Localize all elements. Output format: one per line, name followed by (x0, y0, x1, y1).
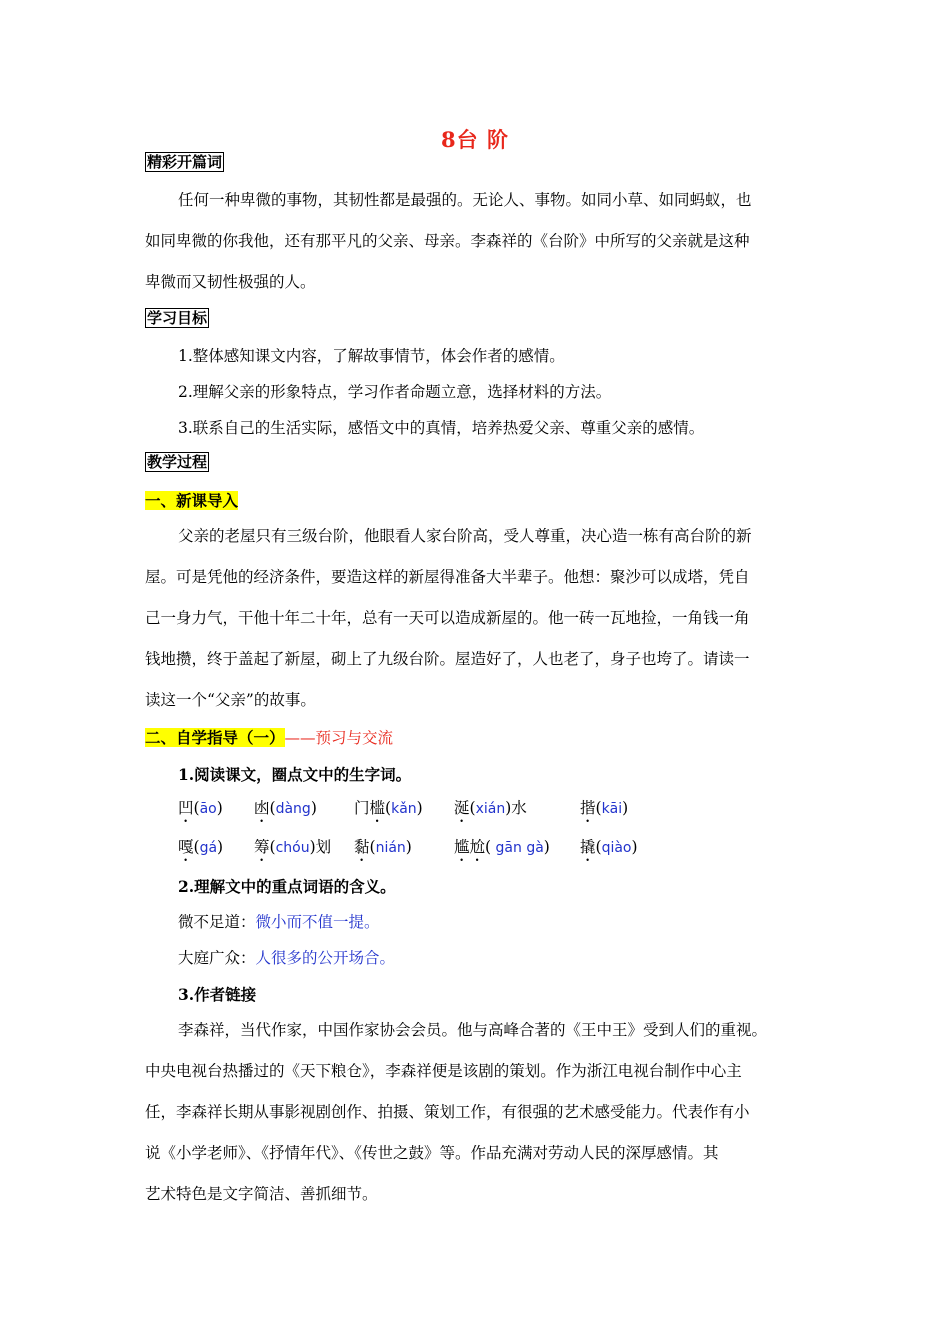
vocab-instruction: 1.阅读课文，圈点文中的生字词。 (178, 765, 412, 784)
author-line: 说《小学老师》、《抒情年代》、《传世之鼓》等。作品充满对劳动人民的深厚感情。其 (145, 1144, 719, 1162)
term-meaning: 微小而不值一提。 (255, 913, 380, 931)
vocab-entry: 撬(qiào) (580, 838, 638, 856)
part1-line: 读这一个“父亲”的故事。 (145, 691, 316, 709)
goal-item: 2.理解父亲的形象特点，学习作者命题立意，选择材料的方法。 (178, 383, 612, 401)
part1-heading (145, 489, 238, 511)
vocab-entry: 凼(dàng) (254, 799, 317, 817)
vocab-entry: 涎(xián)水 (454, 799, 527, 817)
author-line: 李森祥，当代作家，中国作家协会会员。他与高峰合著的《王中王》受到人们的重视。 (178, 1021, 768, 1039)
term-meaning: 人很多的公开场合。 (255, 949, 396, 967)
vocab-entry: 尴尬( gān gà) (454, 838, 550, 856)
vocab-entry: 筹(chóu)划 (254, 838, 332, 856)
vocab-entry: 门槛(kǎn) (354, 799, 423, 817)
author-line: 艺术特色是文字简洁、善抓细节。 (145, 1185, 378, 1203)
process-heading: 教学过程 (147, 453, 208, 471)
part1-line: 屋。可是凭他的经济条件，要造这样的新屋得准备大半辈子。他想：聚沙可以成塔，凭自 (145, 568, 750, 586)
part1-line: 钱地攒，终于盖起了新屋，砌上了九级台阶。屋造好了，人也老了，身子也垮了。请读一 (145, 650, 750, 668)
goal-item: 3.联系自己的生活实际，感悟文中的真情，培养热爱父亲、尊重父亲的感情。 (178, 419, 705, 437)
term-word: 微不足道： (178, 913, 256, 931)
term-row (178, 910, 380, 932)
author-heading: 3.作者链接 (178, 985, 257, 1004)
term-word: 大庭广众： (178, 949, 256, 967)
opening-heading: 精彩开篇词 (147, 153, 223, 171)
part2-heading-text: 二、自学指导（一） (145, 728, 285, 747)
terms-instruction: 2.理解文中的重点词语的含义。 (178, 877, 396, 896)
vocab-entry: 凹(āo) (178, 799, 223, 817)
term-row (178, 946, 395, 968)
part1-heading-text: 一、新课导入 (145, 491, 239, 510)
author-line: 任，李森祥长期从事影视剧创作、拍摄、策划工作，有很强的艺术感受能力。代表作有小 (145, 1103, 750, 1121)
opening-line: 任何一种卑微的事物，其韧性都是最强的。无论人、事物。如同小草、如同蚂蚁，也 (178, 191, 752, 209)
goal-item: 1.整体感知课文内容，了解故事情节，体会作者的感情。 (178, 347, 565, 365)
part1-line: 己一身力气，干他十年二十年，总有一天可以造成新屋的。他一砖一瓦地捡，一角钱一角 (145, 609, 750, 627)
vocab-entry: 黏(nián) (354, 838, 412, 856)
vocab-entry: 揩(kāi) (580, 799, 629, 817)
part2-heading (145, 726, 393, 748)
opening-line: 卑微而又韧性极强的人。 (145, 273, 316, 291)
page-title: 8台 阶 (441, 127, 509, 152)
part2-heading-suffix: ——预习与交流 (284, 729, 394, 747)
vocab-entry: 嘎(gá) (178, 838, 224, 856)
part1-line: 父亲的老屋只有三级台阶，他眼看人家台阶高，受人尊重，决心造一栋有高台阶的新 (178, 527, 752, 545)
goals-heading: 学习目标 (147, 309, 208, 327)
opening-line: 如同卑微的你我他，还有那平凡的父亲、母亲。李森祥的《台阶》中所写的父亲就是这种 (145, 232, 750, 250)
author-line: 中央电视台热播过的《天下粮仓》，李森祥便是该剧的策划。作为浙江电视台制作中心主 (145, 1062, 742, 1080)
